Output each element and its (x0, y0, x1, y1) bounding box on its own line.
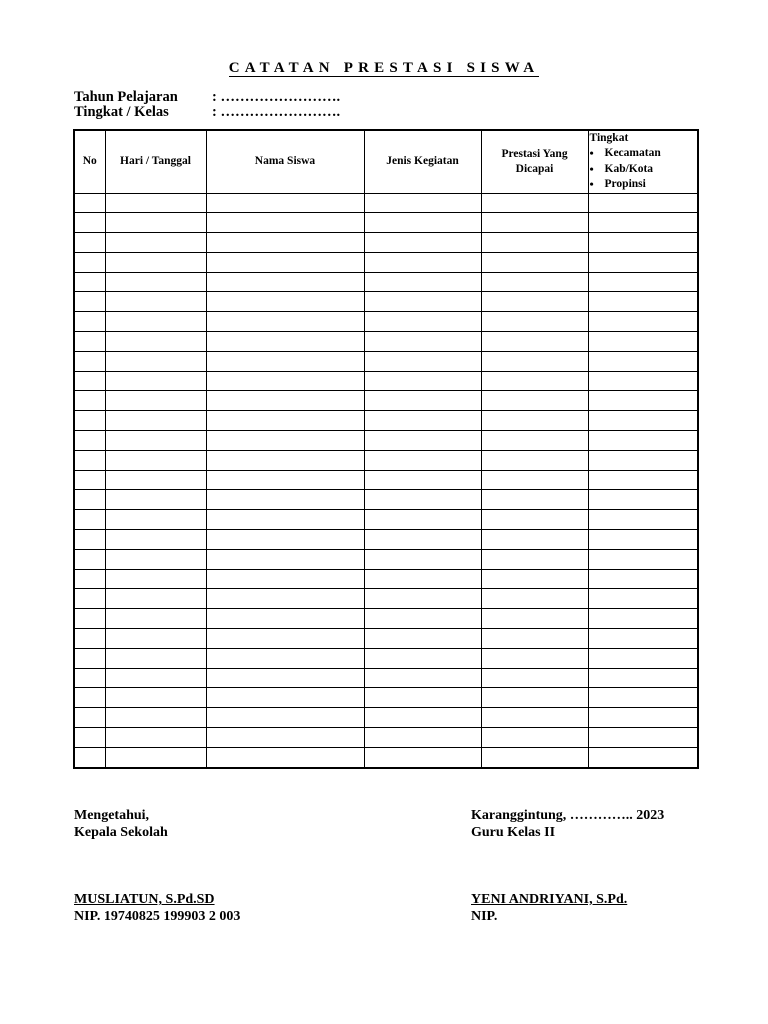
cell-prestasi[interactable] (481, 233, 588, 253)
cell-prestasi[interactable] (481, 589, 588, 609)
cell-hari-tanggal[interactable] (105, 233, 206, 253)
table-header-row (74, 130, 698, 193)
cell-nama-siswa[interactable] (206, 193, 364, 213)
cell-jenis-kegiatan[interactable] (364, 213, 481, 233)
cell-prestasi[interactable] (481, 530, 588, 550)
cell-prestasi[interactable] (481, 332, 588, 352)
cell-nama-siswa[interactable] (206, 609, 364, 629)
cell-prestasi[interactable] (481, 728, 588, 748)
cell-jenis-kegiatan[interactable] (364, 549, 481, 569)
cell-no[interactable] (74, 450, 105, 470)
tingkat-list (589, 146, 698, 193)
cell-hari-tanggal[interactable] (105, 609, 206, 629)
cell-hari-tanggal[interactable] (105, 213, 206, 233)
cell-no[interactable] (74, 510, 105, 530)
cell-nama-siswa[interactable] (206, 530, 364, 550)
cell-no[interactable] (74, 747, 105, 767)
cell-tingkat[interactable] (588, 312, 698, 332)
table-row (74, 609, 698, 629)
cell-prestasi[interactable] (481, 747, 588, 767)
cell-prestasi[interactable] (481, 431, 588, 451)
cell-no[interactable] (74, 332, 105, 352)
cell-jenis-kegiatan[interactable] (364, 510, 481, 530)
signature-left-heading (74, 807, 168, 841)
cell-nama-siswa[interactable] (206, 332, 364, 352)
cell-tingkat[interactable] (588, 549, 698, 569)
header-jenis-kegiatan: Jenis Kegiatan (364, 130, 481, 193)
cell-hari-tanggal[interactable] (105, 272, 206, 292)
cell-tingkat[interactable] (588, 252, 698, 272)
page-title (0, 60, 768, 77)
kepala-sekolah-name: MUSLIATUN, S.Pd.SD (74, 892, 215, 907)
tingkat-item-propinsi: • Propinsi (589, 177, 698, 193)
cell-nama-siswa[interactable] (206, 648, 364, 668)
cell-nama-siswa[interactable] (206, 431, 364, 451)
cell-no[interactable] (74, 371, 105, 391)
cell-no[interactable] (74, 728, 105, 748)
cell-hari-tanggal[interactable] (105, 747, 206, 767)
cell-hari-tanggal[interactable] (105, 252, 206, 272)
table-row (74, 252, 698, 272)
cell-no[interactable] (74, 648, 105, 668)
cell-tingkat[interactable] (588, 371, 698, 391)
table-row (74, 569, 698, 589)
cell-jenis-kegiatan[interactable] (364, 312, 481, 332)
cell-jenis-kegiatan[interactable] (364, 747, 481, 767)
cell-jenis-kegiatan[interactable] (364, 708, 481, 728)
table-row (74, 470, 698, 490)
table-row (74, 332, 698, 352)
cell-no[interactable] (74, 351, 105, 371)
cell-jenis-kegiatan[interactable] (364, 470, 481, 490)
cell-tingkat[interactable] (588, 688, 698, 708)
cell-prestasi[interactable] (481, 510, 588, 530)
cell-tingkat[interactable] (588, 609, 698, 629)
cell-no[interactable] (74, 252, 105, 272)
signature-right-name-block (471, 891, 627, 925)
cell-tingkat[interactable] (588, 391, 698, 411)
cell-hari-tanggal[interactable] (105, 668, 206, 688)
cell-nama-siswa[interactable] (206, 371, 364, 391)
cell-tingkat[interactable] (588, 351, 698, 371)
table-row (74, 747, 698, 767)
cell-no[interactable] (74, 569, 105, 589)
cell-no[interactable] (74, 292, 105, 312)
cell-nama-siswa[interactable] (206, 589, 364, 609)
table-row (74, 668, 698, 688)
cell-no[interactable] (74, 431, 105, 451)
cell-nama-siswa[interactable] (206, 292, 364, 312)
cell-no[interactable] (74, 668, 105, 688)
cell-nama-siswa[interactable] (206, 213, 364, 233)
cell-prestasi[interactable] (481, 391, 588, 411)
table-row (74, 351, 698, 371)
table-row (74, 490, 698, 510)
header-hari-tanggal: Hari / Tanggal (105, 130, 206, 193)
cell-nama-siswa[interactable] (206, 549, 364, 569)
cell-jenis-kegiatan[interactable] (364, 351, 481, 371)
table-row (74, 431, 698, 451)
table-row (74, 688, 698, 708)
cell-prestasi[interactable] (481, 193, 588, 213)
cell-hari-tanggal[interactable] (105, 450, 206, 470)
cell-hari-tanggal[interactable] (105, 629, 206, 649)
header-tingkat-title: Tingkat (589, 132, 629, 144)
cell-no[interactable] (74, 233, 105, 253)
header-no: No (74, 130, 105, 193)
cell-jenis-kegiatan[interactable] (364, 233, 481, 253)
kepala-sekolah-text: Kepala Sekolah (74, 825, 168, 840)
cell-nama-siswa[interactable] (206, 668, 364, 688)
cell-nama-siswa[interactable] (206, 411, 364, 431)
table-row (74, 292, 698, 312)
cell-no[interactable] (74, 272, 105, 292)
cell-tingkat[interactable] (588, 589, 698, 609)
cell-tingkat[interactable] (588, 272, 698, 292)
tingkat-kelas-label: Tingkat / Kelas (74, 104, 169, 120)
cell-prestasi[interactable] (481, 312, 588, 332)
tahun-pelajaran-value: : ……………………. (212, 89, 341, 105)
cell-hari-tanggal[interactable] (105, 510, 206, 530)
header-tingkat (588, 130, 698, 193)
table-body (74, 193, 698, 768)
kepala-sekolah-nip: NIP. 19740825 199903 2 003 (74, 909, 241, 924)
cell-nama-siswa[interactable] (206, 490, 364, 510)
cell-tingkat[interactable] (588, 728, 698, 748)
cell-nama-siswa[interactable] (206, 312, 364, 332)
cell-hari-tanggal[interactable] (105, 470, 206, 490)
cell-hari-tanggal[interactable] (105, 569, 206, 589)
cell-prestasi[interactable] (481, 648, 588, 668)
cell-jenis-kegiatan[interactable] (364, 569, 481, 589)
cell-tingkat[interactable] (588, 213, 698, 233)
cell-tingkat[interactable] (588, 431, 698, 451)
cell-tingkat[interactable] (588, 233, 698, 253)
mengetahui-text: Mengetahui, (74, 808, 150, 823)
cell-nama-siswa[interactable] (206, 233, 364, 253)
cell-hari-tanggal[interactable] (105, 312, 206, 332)
tingkat-item-kecamatan: • Kecamatan (589, 146, 698, 162)
cell-no[interactable] (74, 391, 105, 411)
cell-jenis-kegiatan[interactable] (364, 391, 481, 411)
cell-prestasi[interactable] (481, 688, 588, 708)
cell-jenis-kegiatan[interactable] (364, 371, 481, 391)
cell-tingkat[interactable] (588, 292, 698, 312)
cell-hari-tanggal[interactable] (105, 351, 206, 371)
cell-no[interactable] (74, 589, 105, 609)
cell-nama-siswa[interactable] (206, 470, 364, 490)
cell-prestasi[interactable] (481, 708, 588, 728)
cell-tingkat[interactable] (588, 629, 698, 649)
cell-tingkat[interactable] (588, 648, 698, 668)
cell-nama-siswa[interactable] (206, 708, 364, 728)
table-row (74, 629, 698, 649)
table-row (74, 530, 698, 550)
page-title-text: CATATAN PRESTASI SISWA (228, 60, 540, 76)
cell-tingkat[interactable] (588, 332, 698, 352)
signature-right-heading (471, 807, 664, 841)
cell-jenis-kegiatan[interactable] (364, 193, 481, 213)
cell-hari-tanggal[interactable] (105, 648, 206, 668)
cell-prestasi[interactable] (481, 490, 588, 510)
header-nama-siswa: Nama Siswa (206, 130, 364, 193)
table-row (74, 193, 698, 213)
cell-jenis-kegiatan[interactable] (364, 609, 481, 629)
place-date-text: Karanggintung, ………….. 2023 (471, 808, 665, 823)
cell-prestasi[interactable] (481, 351, 588, 371)
header-prestasi: Prestasi Yang Dicapai (481, 130, 588, 193)
cell-no[interactable] (74, 213, 105, 233)
cell-prestasi[interactable] (481, 668, 588, 688)
cell-no[interactable] (74, 549, 105, 569)
cell-jenis-kegiatan[interactable] (364, 589, 481, 609)
cell-nama-siswa[interactable] (206, 629, 364, 649)
table-row (74, 371, 698, 391)
cell-hari-tanggal[interactable] (105, 431, 206, 451)
cell-hari-tanggal[interactable] (105, 530, 206, 550)
cell-prestasi[interactable] (481, 470, 588, 490)
cell-jenis-kegiatan[interactable] (364, 292, 481, 312)
cell-prestasi[interactable] (481, 549, 588, 569)
cell-tingkat[interactable] (588, 490, 698, 510)
cell-jenis-kegiatan[interactable] (364, 629, 481, 649)
cell-hari-tanggal[interactable] (105, 549, 206, 569)
cell-no[interactable] (74, 411, 105, 431)
cell-nama-siswa[interactable] (206, 688, 364, 708)
table-row (74, 728, 698, 748)
cell-nama-siswa[interactable] (206, 351, 364, 371)
cell-nama-siswa[interactable] (206, 728, 364, 748)
cell-no[interactable] (74, 490, 105, 510)
cell-prestasi[interactable] (481, 292, 588, 312)
cell-hari-tanggal[interactable] (105, 193, 206, 213)
table-row (74, 272, 698, 292)
cell-jenis-kegiatan[interactable] (364, 648, 481, 668)
cell-nama-siswa[interactable] (206, 391, 364, 411)
guru-kelas-nip: NIP. (471, 909, 498, 924)
cell-prestasi[interactable] (481, 272, 588, 292)
table-row (74, 213, 698, 233)
cell-prestasi[interactable] (481, 411, 588, 431)
cell-tingkat[interactable] (588, 411, 698, 431)
cell-hari-tanggal[interactable] (105, 292, 206, 312)
cell-jenis-kegiatan[interactable] (364, 332, 481, 352)
table-row (74, 233, 698, 253)
cell-hari-tanggal[interactable] (105, 728, 206, 748)
cell-hari-tanggal[interactable] (105, 371, 206, 391)
table-row (74, 510, 698, 530)
cell-nama-siswa[interactable] (206, 747, 364, 767)
cell-tingkat[interactable] (588, 470, 698, 490)
guru-kelas-name: YENI ANDRIYANI, S.Pd. (471, 892, 628, 907)
tingkat-item-kab-kota: • Kab/Kota (589, 162, 698, 178)
cell-nama-siswa[interactable] (206, 272, 364, 292)
cell-prestasi[interactable] (481, 213, 588, 233)
cell-hari-tanggal[interactable] (105, 490, 206, 510)
table-row (74, 411, 698, 431)
cell-no[interactable] (74, 708, 105, 728)
cell-no[interactable] (74, 609, 105, 629)
table-row (74, 648, 698, 668)
cell-hari-tanggal[interactable] (105, 411, 206, 431)
cell-jenis-kegiatan[interactable] (364, 411, 481, 431)
cell-jenis-kegiatan[interactable] (364, 272, 481, 292)
table-row (74, 708, 698, 728)
cell-no[interactable] (74, 193, 105, 213)
prestasi-table (73, 129, 699, 769)
cell-hari-tanggal[interactable] (105, 688, 206, 708)
cell-prestasi[interactable] (481, 252, 588, 272)
cell-hari-tanggal[interactable] (105, 332, 206, 352)
cell-nama-siswa[interactable] (206, 252, 364, 272)
cell-jenis-kegiatan[interactable] (364, 668, 481, 688)
cell-tingkat[interactable] (588, 569, 698, 589)
cell-jenis-kegiatan[interactable] (364, 490, 481, 510)
cell-tingkat[interactable] (588, 510, 698, 530)
cell-prestasi[interactable] (481, 629, 588, 649)
cell-prestasi[interactable] (481, 609, 588, 629)
cell-jenis-kegiatan[interactable] (364, 431, 481, 451)
cell-prestasi[interactable] (481, 569, 588, 589)
cell-no[interactable] (74, 312, 105, 332)
cell-no[interactable] (74, 629, 105, 649)
cell-hari-tanggal[interactable] (105, 708, 206, 728)
cell-jenis-kegiatan[interactable] (364, 688, 481, 708)
signature-left-name-block (74, 891, 240, 925)
cell-tingkat[interactable] (588, 530, 698, 550)
cell-prestasi[interactable] (481, 450, 588, 470)
guru-kelas-text: Guru Kelas II (471, 825, 556, 840)
cell-tingkat[interactable] (588, 193, 698, 213)
cell-nama-siswa[interactable] (206, 450, 364, 470)
cell-nama-siswa[interactable] (206, 569, 364, 589)
cell-no[interactable] (74, 530, 105, 550)
cell-no[interactable] (74, 470, 105, 490)
cell-prestasi[interactable] (481, 371, 588, 391)
cell-hari-tanggal[interactable] (105, 391, 206, 411)
table-row (74, 450, 698, 470)
cell-nama-siswa[interactable] (206, 510, 364, 530)
table-row (74, 589, 698, 609)
cell-tingkat[interactable] (588, 747, 698, 767)
cell-tingkat[interactable] (588, 708, 698, 728)
cell-tingkat[interactable] (588, 668, 698, 688)
tahun-pelajaran-label: Tahun Pelajaran (74, 89, 178, 105)
cell-jenis-kegiatan[interactable] (364, 450, 481, 470)
cell-jenis-kegiatan[interactable] (364, 728, 481, 748)
cell-jenis-kegiatan[interactable] (364, 530, 481, 550)
cell-hari-tanggal[interactable] (105, 589, 206, 609)
table-row (74, 549, 698, 569)
table-row (74, 312, 698, 332)
cell-jenis-kegiatan[interactable] (364, 252, 481, 272)
cell-tingkat[interactable] (588, 450, 698, 470)
cell-no[interactable] (74, 688, 105, 708)
table-row (74, 391, 698, 411)
tingkat-kelas-value: : ……………………. (212, 104, 341, 120)
